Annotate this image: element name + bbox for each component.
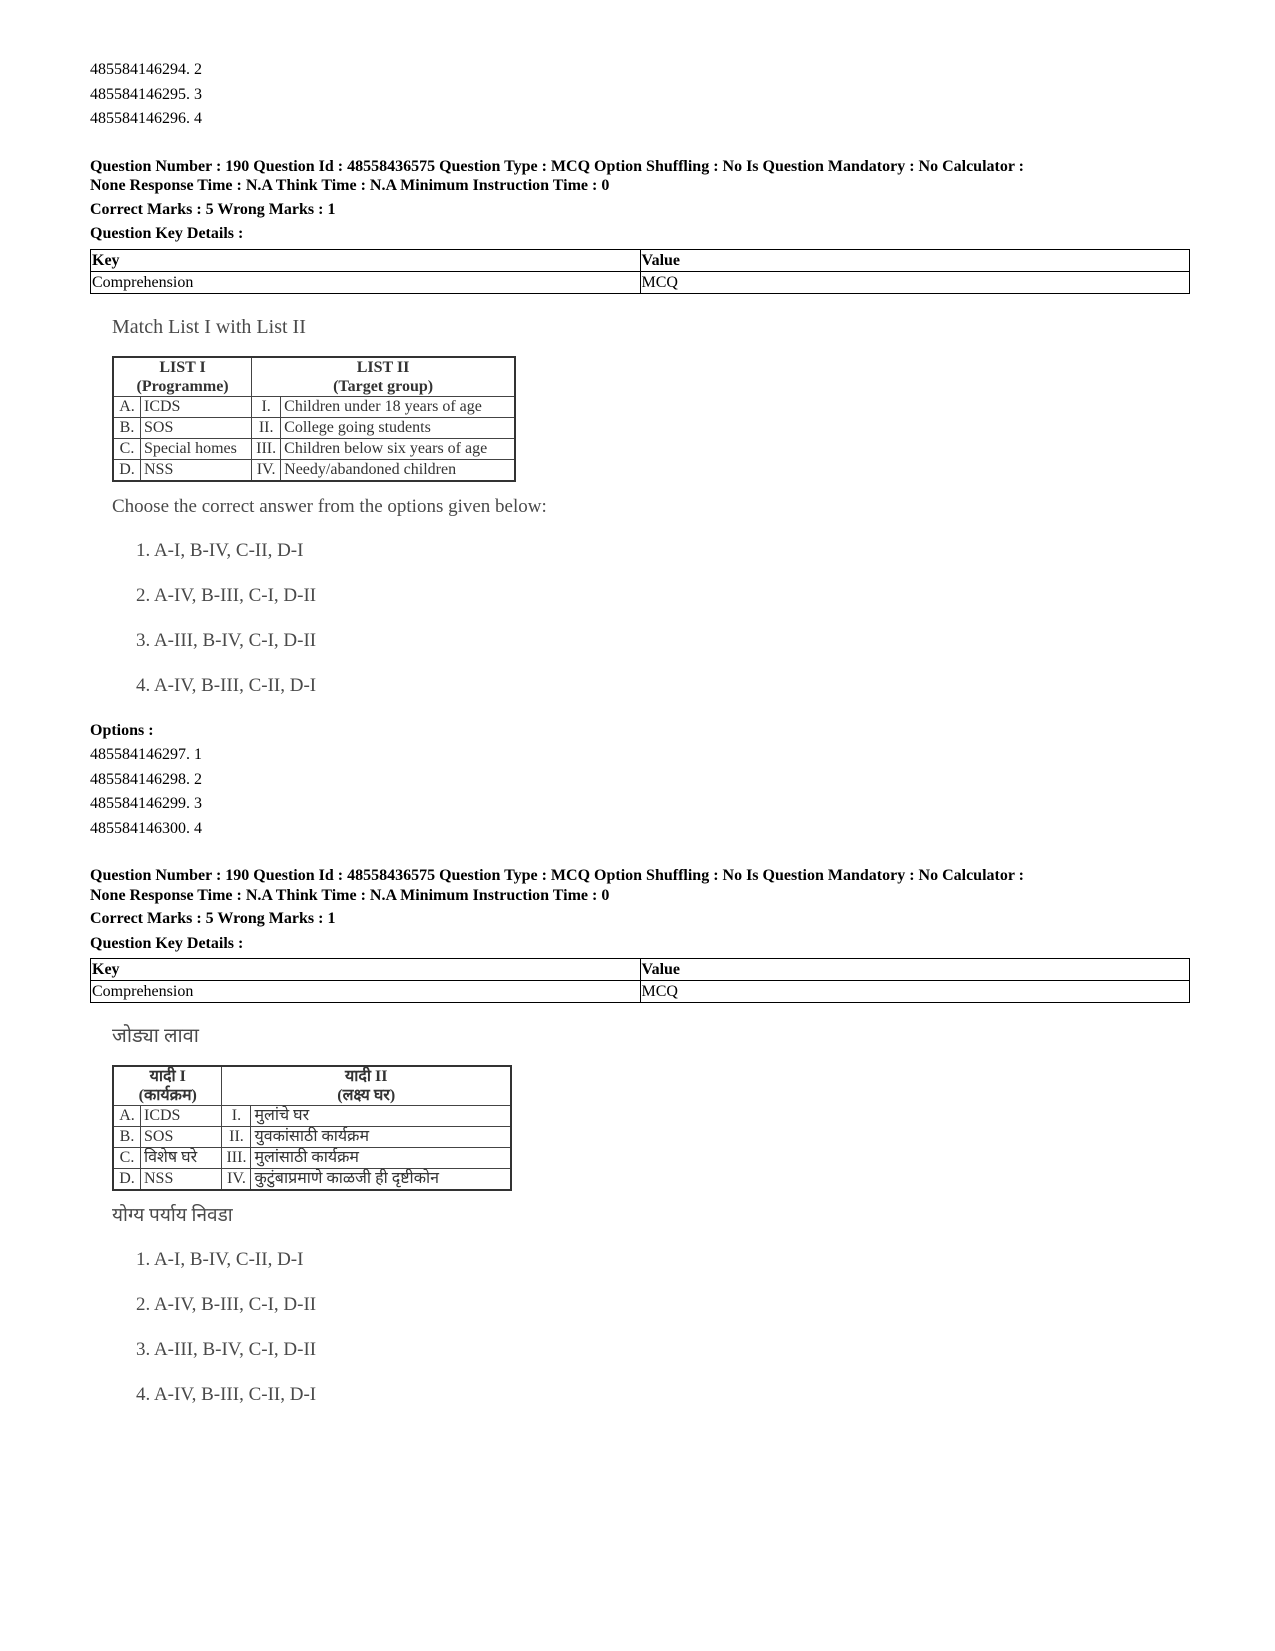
list1-header [113, 1066, 222, 1106]
answer-choice: 4. A-IV, B-III, C-II, D-I [136, 674, 317, 696]
question-intro: जोड्या लावा [112, 1025, 199, 1047]
question-block-marathi [90, 866, 1190, 1408]
question-header-line2: None Response Time : N.A Think Time : N.A Minimum Instruction Time : 0 [90, 886, 610, 904]
programme-cell: ICDS [141, 396, 252, 417]
options-label: Options : [90, 721, 154, 739]
row-letter: C. [113, 1148, 141, 1169]
list1-title: LIST I [159, 358, 206, 376]
marks-line: Correct Marks : 5 Wrong Marks : 1 [90, 910, 336, 927]
key-details-table [90, 249, 1190, 294]
programme-cell: NSS [141, 1169, 222, 1191]
table-row [113, 1127, 511, 1148]
value-header: Value [640, 959, 1190, 981]
option-line: 485584146298. 2 [90, 770, 202, 788]
value-header: Value [640, 249, 1190, 271]
question-header-line2: None Response Time : N.A Think Time : N.A Minimum Instruction Time : 0 [90, 177, 610, 194]
list2-subtitle: (Target group) [333, 377, 434, 395]
target-cell: मुलांचे घर [251, 1106, 511, 1127]
match-table [112, 1065, 512, 1191]
row-numeral: IV. [222, 1169, 251, 1191]
question-header-line1: Question Number : 190 Question Id : 48558436575 Question Type : MCQ Option Shuffling : No Is Question Mandatory : No Calculator : [90, 157, 1024, 175]
target-cell: Children under 18 years of age [281, 396, 515, 417]
table-row [113, 396, 515, 417]
row-numeral: I. [222, 1106, 251, 1127]
key-header: Key [91, 959, 641, 981]
question-header-line1: Question Number : 190 Question Id : 48558436575 Question Type : MCQ Option Shuffling : No Is Question Mandatory : No Calculator : [90, 867, 1024, 884]
programme-cell: SOS [141, 417, 252, 438]
option-line: 485584146295. 3 [90, 85, 202, 103]
list1-title: यादी I [149, 1068, 186, 1085]
list2-subtitle: (लक्ष्य घर) [337, 1087, 396, 1104]
row-letter: D. [113, 459, 141, 481]
row-letter: A. [113, 396, 141, 417]
target-cell: Needy/abandoned children [281, 459, 515, 481]
question-block-english [90, 157, 1190, 842]
programme-cell: NSS [141, 459, 252, 481]
table-row [113, 1106, 511, 1127]
programme-cell: ICDS [141, 1106, 222, 1127]
value-cell: MCQ [640, 271, 1190, 293]
key-cell: Comprehension [91, 981, 641, 1003]
target-cell: Children below six years of age [281, 438, 515, 459]
choose-instruction: Choose the correct answer from the options given below: [112, 495, 547, 517]
answer-list [112, 538, 1190, 699]
programme-cell: विशेष घरे [141, 1148, 222, 1169]
programme-cell: Special homes [141, 438, 252, 459]
answer-choice: 4. A-IV, B-III, C-II, D-I [136, 1384, 317, 1405]
option-line: 485584146300. 4 [90, 819, 202, 837]
list2-title: यादी II [344, 1068, 388, 1085]
question-image [112, 1023, 1190, 1408]
answer-choice: 3. A-III, B-IV, C-I, D-II [136, 1339, 317, 1360]
row-numeral: I. [252, 396, 281, 417]
list2-header [222, 1066, 511, 1106]
list1-subtitle: (Programme) [136, 377, 229, 395]
key-details-label: Question Key Details : [90, 934, 244, 952]
row-letter: B. [113, 417, 141, 438]
list1-subtitle: (कार्यक्रम) [138, 1087, 197, 1104]
table-row [113, 417, 515, 438]
option-line: 485584146296. 4 [90, 110, 202, 127]
option-line: 485584146294. 2 [90, 61, 202, 78]
target-cell: College going students [281, 417, 515, 438]
question-image [112, 314, 1190, 699]
target-cell: कुटुंबाप्रमाणे काळजी ही दृष्टीकोन [251, 1169, 511, 1191]
target-cell: युवकांसाठी कार्यक्रम [251, 1127, 511, 1148]
key-details-label: Question Key Details : [90, 225, 244, 242]
row-letter: A. [113, 1106, 141, 1127]
key-cell: Comprehension [91, 271, 641, 293]
match-table [112, 356, 516, 482]
row-numeral: II. [252, 417, 281, 438]
row-letter: C. [113, 438, 141, 459]
answer-list [112, 1247, 1190, 1408]
row-numeral: III. [222, 1148, 251, 1169]
row-numeral: II. [222, 1127, 251, 1148]
answer-choice: 1. A-I, B-IV, C-II, D-I [136, 539, 304, 561]
table-row [113, 438, 515, 459]
question-intro: Match List I with List II [112, 315, 306, 338]
table-row [113, 1169, 511, 1191]
answer-choice: 2. A-IV, B-III, C-I, D-II [136, 1294, 317, 1315]
row-numeral: IV. [252, 459, 281, 481]
table-row [113, 1148, 511, 1169]
target-cell: मुलांसाठी कार्यक्रम [251, 1148, 511, 1169]
answer-choice: 1. A-I, B-IV, C-II, D-I [136, 1249, 304, 1270]
previous-options [90, 58, 1190, 132]
programme-cell: SOS [141, 1127, 222, 1148]
option-line: 485584146297. 1 [90, 746, 202, 763]
row-letter: B. [113, 1127, 141, 1148]
key-details-table [90, 958, 1190, 1003]
document-page [90, 58, 1190, 1408]
key-header: Key [91, 249, 641, 271]
row-numeral: III. [252, 438, 281, 459]
list2-header [252, 357, 515, 397]
answer-choice: 3. A-III, B-IV, C-I, D-II [136, 629, 317, 651]
row-letter: D. [113, 1169, 141, 1191]
list1-header [113, 357, 252, 397]
value-cell: MCQ [640, 981, 1190, 1003]
list2-title: LIST II [356, 358, 410, 376]
table-row [113, 459, 515, 481]
option-line: 485584146299. 3 [90, 795, 202, 812]
choose-instruction: योग्य पर्याय निवडा [112, 1205, 233, 1226]
marks-line: Correct Marks : 5 Wrong Marks : 1 [90, 200, 336, 218]
answer-choice: 2. A-IV, B-III, C-I, D-II [136, 584, 317, 606]
